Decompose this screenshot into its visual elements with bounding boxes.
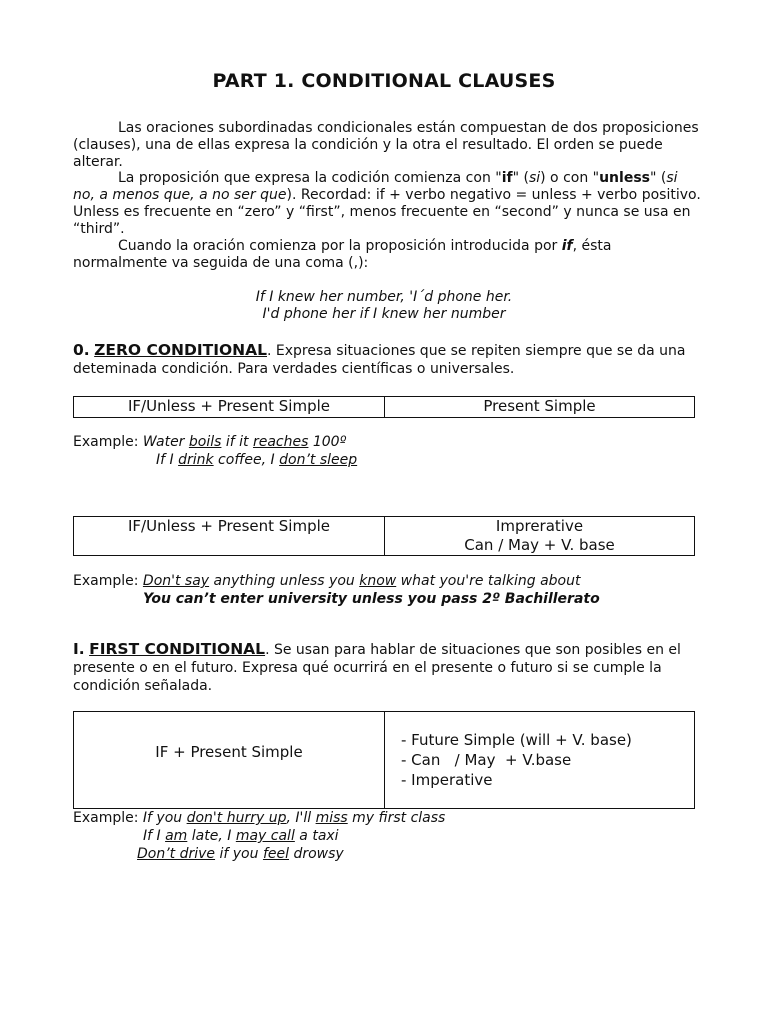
intro-paragraph-3 <box>73 238 703 272</box>
text-run: what you're talking about <box>396 573 581 589</box>
zero-conditional-table-2 <box>73 516 695 556</box>
text-run: La proposición que expresa la codición comienza con " <box>118 170 502 186</box>
keyword-if: if <box>501 170 513 186</box>
text-run: don’t sleep <box>279 452 358 468</box>
text-run: Water <box>142 434 189 450</box>
text-run: my first class <box>347 810 446 826</box>
section-heading: FIRST CONDITIONAL <box>89 640 266 658</box>
text-run: a taxi <box>294 828 339 844</box>
text-run: miss <box>315 810 348 826</box>
text-run: If I <box>143 828 166 844</box>
intro-example-2: I'd phone her if I knew her number <box>262 306 506 322</box>
text-run: Don't say <box>142 573 210 589</box>
text-run: reaches <box>252 434 309 450</box>
section-description: . Expresa situaciones que se repiten siempre que se da una deteminada condición. Para verdades científicas o universales. <box>73 343 686 377</box>
table-cell-line: - Can / May + V.base <box>401 751 572 769</box>
first-conditional-section <box>73 640 703 695</box>
example-line <box>73 572 580 590</box>
table-cell <box>385 517 695 556</box>
keyword-if: if <box>561 238 573 254</box>
table-cell-line: Can / May + V. base <box>464 536 615 554</box>
text-run: feel <box>262 846 289 862</box>
example-line <box>73 433 346 451</box>
text-run: if you <box>215 846 263 862</box>
section-description: . Se usan para hablar de situaciones que son posibles en el presente o en el futuro. Expresa qué ocurrirá en el presente o futuro si se cumple la condición señalada. <box>73 642 681 694</box>
text-run: boils <box>188 434 222 450</box>
zero-conditional-table-1 <box>73 396 695 418</box>
section-number: I. <box>73 640 85 658</box>
text-run: am <box>165 828 188 844</box>
text-run: " ( <box>650 170 667 186</box>
text-run: If you <box>142 810 187 826</box>
text-run: ) o con " <box>540 170 600 186</box>
text-run: " ( <box>512 170 529 186</box>
text-run: drowsy <box>289 846 344 862</box>
table-cell <box>385 712 695 809</box>
text-run: 100º <box>308 434 347 450</box>
text-run: don't hurry up <box>186 810 287 826</box>
table-cell: IF + Present Simple <box>74 712 385 809</box>
intro-paragraph-1 <box>73 120 703 171</box>
example-label: Example: <box>73 573 139 589</box>
table-cell: IF/Unless + Present Simple <box>74 397 385 418</box>
table-cell-line: - Imperative <box>401 771 493 789</box>
zero-conditional-section <box>73 341 703 378</box>
translation-si-no: si no, a menos que, a no ser que <box>73 170 678 203</box>
example-line: You can’t enter university unless you pass 2º Bachillerato <box>143 591 600 607</box>
table-cell-line: - Future Simple (will + V. base) <box>401 731 632 749</box>
section-number: 0. <box>73 341 90 359</box>
text-run: may call <box>235 828 295 844</box>
text-run: Don’t drive <box>137 846 216 862</box>
example-line <box>143 827 339 845</box>
intro-text-1: Las oraciones subordinadas condicionales están compuestan de dos proposiciones (clauses), una de ellas expresa la condición y la otra el resultado. El orden se puede alterar. <box>73 120 699 170</box>
page-title: PART 1. CONDITIONAL CLAUSES <box>212 70 556 92</box>
text-run: drink <box>178 452 214 468</box>
text-run: late, I <box>187 828 236 844</box>
table-cell: IF/Unless + Present Simple <box>74 517 385 556</box>
example-label: Example: <box>73 810 139 826</box>
example-line <box>156 451 357 469</box>
keyword-unless: unless <box>599 170 650 186</box>
text-run: If I <box>156 452 179 468</box>
intro-example-1: If I knew her number, 'I´d phone her. <box>255 289 513 305</box>
translation-si: si <box>528 170 541 186</box>
text-run: anything unless you <box>209 573 360 589</box>
example-line <box>73 809 445 827</box>
text-run: ). Recordad: if + verbo negativo = unless + verbo positivo. Unless es frecuente en “zero” y “first”, menos frecuente en “second” y nunca se usa en “third”. <box>73 187 701 237</box>
first-conditional-table <box>73 711 695 809</box>
intro-paragraph-2 <box>73 170 703 238</box>
section-heading: ZERO CONDITIONAL <box>94 341 267 359</box>
text-run: know <box>359 573 397 589</box>
table-cell-line: Imprerative <box>495 517 584 535</box>
text-run: if it <box>221 434 253 450</box>
text-run: , ésta normalmente va seguida de una coma (,): <box>73 238 612 271</box>
text-run: Cuando la oración comienza por la proposición introducida por <box>118 238 562 254</box>
example-line <box>137 845 344 863</box>
example-label: Example: <box>73 434 139 450</box>
table-cell: Present Simple <box>385 397 695 418</box>
text-run: coffee, I <box>213 452 280 468</box>
text-run: , I'll <box>286 810 316 826</box>
